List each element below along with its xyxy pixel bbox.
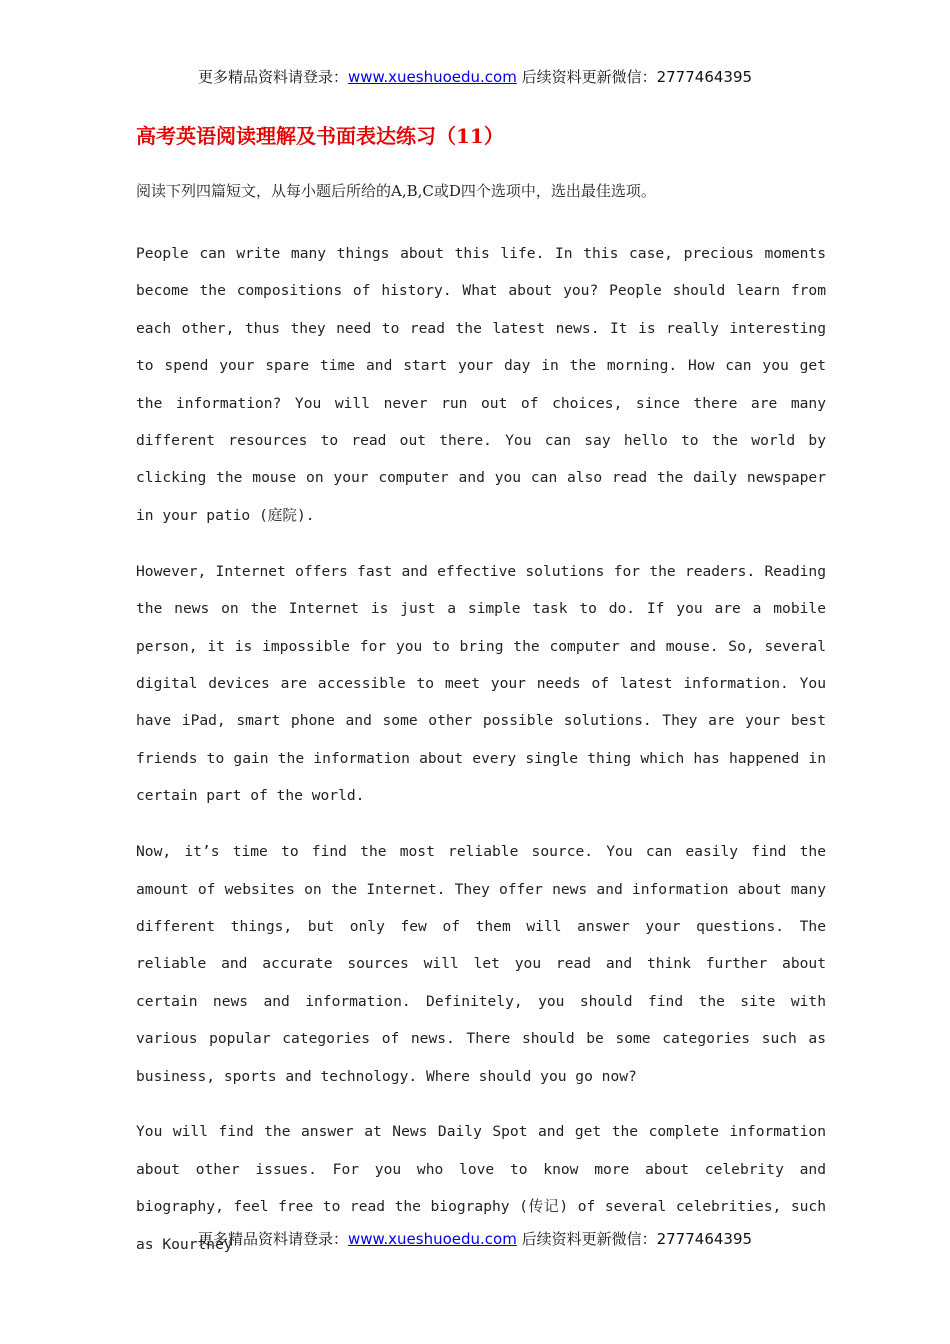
passage-paragraph-3: Now, it’s time to find the most reliable source. You can easily find the amount of websites on the Internet. They offer news and information about many different things, but only few of them will answer your questions. The reliable and accurate sources will let you read and think further about certain news and information. Definitely, you should find the site with various popular categories of news. There should be some categories such as business, sports and technology. Where should you go now? <box>136 843 826 1085</box>
footer-suffix: 后续资料更新微信：2777464395 <box>516 1230 753 1248</box>
footer-website-link[interactable]: www.xueshuoedu.com <box>347 1230 517 1248</box>
page-footer <box>0 1228 950 1249</box>
instruction-text: 阅读下列四篇短文，从每小题后所给的A,B,C或D四个选项中，选出最佳选项。 <box>136 182 656 200</box>
passage-paragraph-2: However, Internet offers fast and effective solutions for the readers. Reading the news on the Internet is just a simple task to do. If you are a mobile person, it is impossible for you to bring the computer and mouse. So, several digital devices are accessible to meet your needs of latest information. You have iPad, smart phone and some other possible solutions. They are your best friends to gain the information about every single thing which has happened in certain part of the world. <box>136 562 826 805</box>
document-body <box>136 121 826 1282</box>
page-header <box>0 66 950 87</box>
footer-prefix: 更多精品资料请登录： <box>197 1230 348 1248</box>
reading-passage <box>136 235 826 1263</box>
header-prefix: 更多精品资料请登录： <box>197 68 348 86</box>
document-title: 高考英语阅读理解及书面表达练习（11） <box>136 124 504 148</box>
passage-paragraph-4: You will find the answer at News Daily Spot and get the complete information about other issues. For you who love to know more about celebrity and biography, feel free to read the biography (传记) of several celebrities, such as Kourtney <box>136 1123 826 1253</box>
passage-paragraph-1: People can write many things about this life. In this case, precious moments become the compositions of history. What about you? People should learn from each other, thus they need to read the latest news. It is really interesting to spend your spare time and start your day in the morning. How can you get the information? You will never run out of choices, since there are many different resources to read out there. You can say hello to the world by clicking the mouse on your computer and you can also read the daily newspaper in your patio (庭院). <box>136 245 826 524</box>
header-website-link[interactable]: www.xueshuoedu.com <box>347 68 517 86</box>
header-suffix: 后续资料更新微信：2777464395 <box>516 68 753 86</box>
